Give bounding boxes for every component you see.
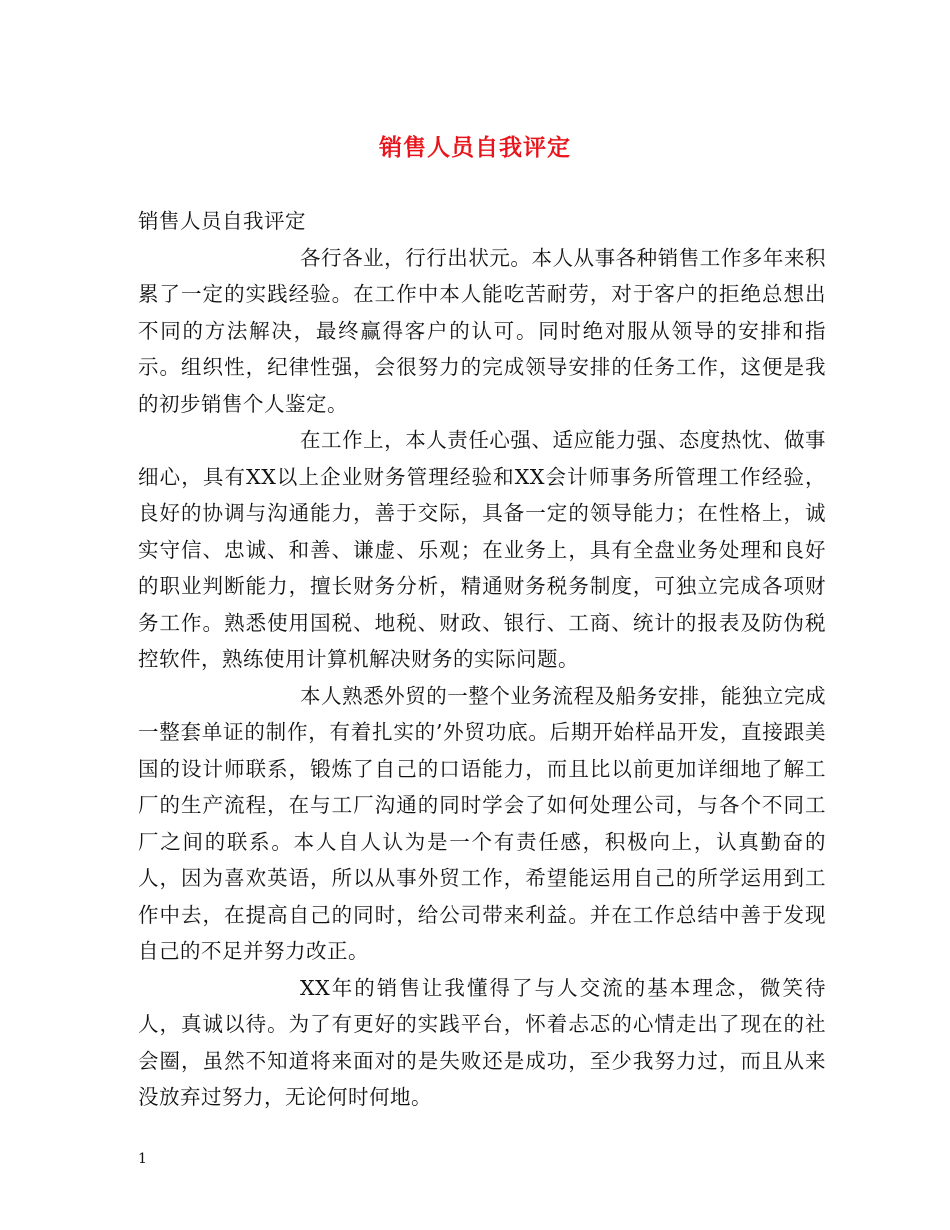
document-title: 销售人员自我评定	[379, 134, 571, 161]
paragraph-4: XX年的销售让我懂得了与人交流的基本理念，微笑待人，真诚以待。为了有更好的实践平台，怀着忐忑的心情走出了现在的社会圈，虽然不知道将来面对的是失败还是成功，至少我努力过，而且从来没放弃过努力，无论何时何地。	[138, 975, 826, 1109]
page-number: 1	[138, 1151, 147, 1167]
paragraph-2: 在工作上，本人责任心强、适应能力强、态度热忱、做事细心，具有XX以上企业财务管理经验和XX会计师事务所管理工作经验，良好的协调与沟通能力，善于交际，具备一定的领导能力；在性格上，诚实守信、忠诚、和善、谦虚、乐观；在业务上，具有全盘业务处理和良好的职业判断能力，擅长财务分析，精通财务税务制度，可独立完成各项财务工作。熟悉使用国税、地税、财政、银行、工商、统计的报表及防伪税控软件，熟练使用计算机解决财务的实际问题。	[138, 428, 826, 671]
document-body	[138, 203, 826, 1116]
paragraph-1: 各行各业，行行出状元。本人从事各种销售工作多年来积累了一定的实践经验。在工作中本人能吃苦耐劳，对于客户的拒绝总想出不同的方法解决，最终赢得客户的认可。同时绝对服从领导的安排和指示。组织性，纪律性强，会很努力的完成领导安排的任务工作，这便是我的初步销售个人鉴定。	[138, 245, 826, 416]
document-subtitle: 销售人员自我评定	[138, 209, 306, 233]
paragraph-3: 本人熟悉外贸的一整个业务流程及船务安排，能独立完成一整套单证的制作，有着扎实的’外贸功底。后期开始样品开发，直接跟美国的设计师联系，锻炼了自己的口语能力，而且比以前更加详细地了解工厂的生产流程，在与工厂沟通的同时学会了如何处理公司，与各个不同工厂之间的联系。本人自人认为是一个有责任感，积极向上，认真勤奋的人，因为喜欢英语，所以从事外贸工作，希望能运用自己的所学运用到工作中去，在提高自己的同时，给公司带来利益。并在工作总结中善于发现自己的不足并努力改正。	[138, 683, 826, 963]
